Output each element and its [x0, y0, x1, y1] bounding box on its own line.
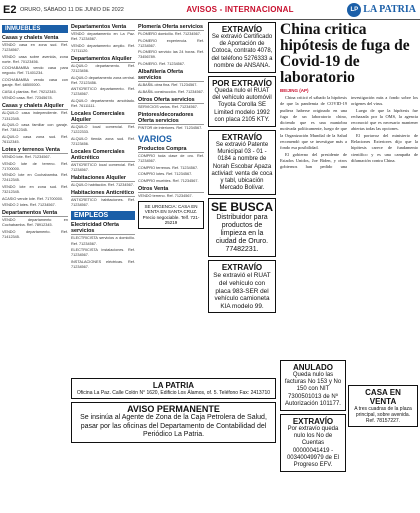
classified-ad: ELECTRICISTA instalaciones. Ref. 71234567.	[71, 248, 135, 258]
classified-subheader: Lotes y terrenos Venta	[2, 147, 68, 154]
ruat-box	[208, 260, 276, 313]
classified-subheader: Departamentos Venta	[71, 24, 135, 31]
classified-ad: VENDO 2 lotes. Ref. 71234567.	[2, 203, 56, 208]
classified-ad: ALQUILO departamento zona central. Ref. 72123456.	[71, 75, 135, 85]
classified-ad: INSTALACIONES eléctricas. Ref. 71234567.	[71, 259, 135, 269]
news-paragraph: El gobierno del presidente de Estados Unidos, Joe Biden, y otros gobiernos han pedido una investigación más a fondo sobre los orígenes del virus.	[280, 95, 418, 170]
classified-ad: COCHABAMBA vendo casa para negocio. Ref. 71401234.	[2, 66, 68, 76]
empleos-header: EMPLEOS	[71, 211, 135, 220]
classified-subheader: Casas y chalets Alquiler	[2, 103, 68, 110]
classified-subheader: Albañilería Oferta servicios	[138, 69, 204, 82]
news-byline: BEIJING (AP)	[280, 88, 309, 93]
classified-subheader: Pintores/decoradores Oferta servicios	[138, 112, 204, 125]
classified-ad: ANTICRETICO habitaciones. Ref. 71234567.	[71, 198, 135, 208]
ruat-text: Se extravió el RUAT del vehículo con placa 983-SER del vehículo camioneta KIA modelo 99.	[213, 272, 271, 310]
news-paragraph: El portavoz del ministerio de Relaciones Exteriores dijo que la hipótesis carece de fundamento científico y es una campaña de difamación contra China.	[351, 132, 418, 163]
casa-venta-text: A tres cuadras de la plaza principal, sobre avenida. Ref. 78157227.	[354, 406, 412, 424]
bottom-boxes	[71, 378, 276, 510]
classified-subheader: Plomería Oferta servicios	[138, 24, 204, 30]
classified-ad: VENDO departamento en La Paz. Ref. 71234567.	[71, 32, 135, 42]
classified-ad: COCHABAMBA vendo casa con garaje. Ref. 68500000.	[2, 78, 68, 88]
varios-header: VARIOS	[138, 133, 172, 144]
notice-box	[208, 130, 276, 195]
classified-ad: PLOMERO domicilio. Ref. 71234567.	[138, 32, 201, 36]
logo-mark-icon: LP	[347, 3, 361, 17]
column-notices-2	[348, 385, 418, 510]
urgent-sale-text: SE URGENCIA: CASA EN VENTA EN SANTA CRUZ. Precio negociable. Telf. 721-25219	[142, 203, 200, 226]
classified-subheader: Otros Venta	[138, 186, 204, 193]
aviso-box	[71, 402, 276, 443]
urgent-sale-box	[138, 201, 204, 229]
classified-ad: PLOMERO. Ref. 71234567.	[138, 61, 186, 66]
notice-box	[208, 76, 276, 127]
classified-ad: CASA 4 plantas. Ref. 79212345.	[2, 89, 57, 94]
classified-ad: ALBAÑIL obra fina. Ref. 71234567.	[138, 83, 198, 88]
classified-ad: ALQUILO casa zona sud. Ref. 76112345.	[2, 134, 68, 144]
classified-ad: SERVICIOS varios. Ref. 71234567.	[138, 104, 198, 109]
classified-ad: VENDO lote en Cochabamba. Ref. 72412345.	[2, 173, 68, 183]
notice-title: ANULADO	[293, 363, 333, 372]
classified-ad: PLOMERO experiencia. Ref. 71234567.	[138, 38, 204, 48]
classified-ad: VENDO casa. Ref. 72345678.	[2, 96, 53, 101]
classified-subheader: Electricidad Oferta servicios	[71, 222, 135, 235]
notice-box	[280, 414, 346, 472]
classified-ad: COMPRO lotes. Ref. 71234567.	[138, 172, 193, 177]
se-busca-title: SE BUSCA	[211, 200, 274, 215]
lapatria-text: Oficina La Paz. Calle Colón N° 1620, Edificio Los Álamos, of. 5. Teléfono Fax: 2413710	[76, 390, 271, 396]
classified-ad: ALQUILO tienda zona sud. Ref. 72123456.	[71, 136, 135, 146]
notice-title: POR EXTRAVÍO	[212, 79, 272, 89]
classified-ad: COMPRO toda clase de oro. Ref. 71234567.	[138, 153, 204, 164]
classified-subheader: Otros Oferta servicios	[138, 97, 204, 104]
lapatria-box	[71, 378, 276, 399]
news-headline: China critica hipótesis de fuga de Covid-19 de laboratorio	[280, 22, 410, 86]
aviso-text: Se insinúa al Agente de Zona de la Caja Petrolera de Salud, pasar por las oficinas del Departamento de Contabilidad del Periódico La Patria.	[80, 414, 267, 438]
logo-text: LA PATRIA	[363, 4, 416, 15]
classified-ad: ANTICRETICO local comercial. Ref. 71234567.	[71, 163, 135, 173]
classified-ad: ALQUILO habitación. Ref. 71234567.	[71, 183, 134, 188]
classified-ad: ALQUILO departamento amoblado. Ref. 76111111.	[71, 98, 135, 109]
news-paragraph: Luego de que la hipótesis fue rechazada por la OMS, la agencia reconoció que es necesario mantener abiertas todas las opciones.	[351, 107, 418, 132]
column-classifieds-2	[71, 22, 135, 377]
newspaper-logo	[347, 2, 416, 17]
classified-subheader: Locales Comerciales Anticrético	[71, 149, 135, 162]
se-busca-text: Distribuidor para productos de limpieza en la ciudad de Oruro. 77482231.	[215, 214, 269, 254]
classified-subheader: Departamentos Alquiler	[71, 56, 135, 63]
column-notices	[208, 22, 276, 377]
classified-ad: PLOMERO servicio las 24 horas. Ref. 73456789.	[138, 50, 204, 60]
column-classifieds-3	[138, 22, 204, 377]
column-notices-3	[280, 360, 346, 510]
page-header	[0, 0, 420, 20]
notice-title: EXTRAVÍO	[221, 25, 263, 34]
place-date: ORURO, SÁBADO 11 DE JUNIO DE 2022	[20, 6, 124, 13]
ruat-title: EXTRAVÍO	[221, 263, 263, 273]
classified-ad: ALQUILO casa familiar con garaje. Ref. 73812345.	[2, 123, 68, 133]
classified-ad: VENDO casa en zona sud. Ref. 71234567.	[2, 43, 68, 53]
classified-ad: ALBAÑIL construcción. Ref. 71234567.	[138, 89, 204, 94]
classified-ad: VENDO lote en zona sud. Ref. 73212345.	[2, 184, 68, 195]
news-article	[280, 22, 418, 382]
classified-ad: VENDO departamento. Ref. 71412345.	[2, 230, 68, 240]
classified-subheader: Productos Compra	[138, 146, 204, 153]
notice-text: Se extravió Patente Municipal 03 - 01 - 0184 a nombre de Norah Escobar Apaza activiad: venta de coca y tabl, ubicación Mercado Bolívar.	[211, 142, 273, 192]
news-paragraph: China criticó el sábado la hipótesis de que la pandemia de COVID-19 pudiera haberse originado en una fuga de un laboratorio chino, diciendo que es una maniobra motivada políticamente, luego de que la Organización Mundial de la Salud recomendó que se investigue más a fondo esa posibilidad.	[280, 95, 347, 151]
classified-subheader: Habitaciones Anticrético	[71, 190, 135, 197]
classified-ad: ELECTRICISTA servicios a domicilio. Ref. 71234567.	[71, 236, 135, 246]
notice-box	[208, 22, 276, 73]
classified-ad: COMPRO muebles. Ref. 71234567.	[138, 178, 199, 183]
se-busca-box	[208, 198, 276, 257]
page-number: E2	[3, 3, 17, 16]
classified-ad: COMPRO terrenos. Ref. 71234567.	[138, 165, 199, 170]
classified-ad: VENDO departamento amplio. Ref. 71711120.	[71, 43, 135, 53]
aviso-title: AVISO PERMANENTE	[127, 404, 220, 414]
notice-text: Queda nulo el RUAT del vehículo automóvil Toyota Corolla SE Limited modelo 1992 con placa 2105 KTY.	[212, 88, 272, 123]
lapatria-title: LA PATRIA	[152, 381, 195, 390]
classified-ad: ALQUILO local comercial. Ref. 71222333.	[71, 125, 135, 135]
notice-title: EXTRAVÍO	[292, 417, 334, 427]
classified-ad: VENDO terreno. Ref. 71234567.	[138, 193, 193, 198]
classified-ad: VENDO lote. Ref. 71234567.	[2, 155, 51, 159]
classified-subheader: Casas y chalets Venta	[2, 35, 68, 42]
classified-subheader: Locales Comerciales Alquiler	[71, 111, 135, 124]
notice-text: Queda nulo las facturas No 153 y No 150 con NIT 7300501013 de Nº Autorización 101177.	[284, 372, 342, 407]
casa-venta-title: CASA EN VENTA	[365, 388, 401, 406]
notice-text: Por extravío queda nulo los No de Cuentas 00000041419 - 00340049979 de El Progreso EFV.	[286, 426, 340, 469]
classified-ad: VENDO lote de terreno. Ref. 71700000.	[2, 161, 68, 171]
notice-box	[280, 360, 346, 411]
casa-venta-box	[348, 385, 418, 427]
classified-ad: VENDO casa sobre avenida, zona norte. Ref. 70123456.	[2, 54, 68, 64]
column-classifieds-1	[2, 22, 68, 510]
section-title: AVISOS - INTERNACIONAL	[186, 5, 294, 14]
classified-ad: PINTOR de interiores. Ref. 71234567.	[138, 125, 203, 130]
classified-ad: VENDO departamento en Cochabamba. Ref. 78912345.	[2, 218, 68, 228]
classified-ad: ACASIO vende lote. Ref. 71700000.	[2, 196, 64, 201]
classified-ad: ANTICRETICO departamento. Ref. 71234567.	[71, 87, 135, 97]
category-header: INMUEBLES	[2, 25, 68, 33]
notice-text: Se extravió Certificado de Aportación de Cotoca, contrato 4078, del teléfono 5276333 a nombre de ANSANA.	[211, 34, 273, 69]
classified-subheader: Departamentos Venta	[2, 210, 68, 217]
classified-ad: ALQUILO departamento. Ref. 72123456.	[71, 63, 135, 73]
notice-title: EXTRAVÍO	[221, 133, 263, 143]
classified-ad: ALQUILO casa independiente. Ref. 71312345.	[2, 111, 68, 121]
classified-subheader: Habitaciones Alquiler	[71, 175, 135, 182]
